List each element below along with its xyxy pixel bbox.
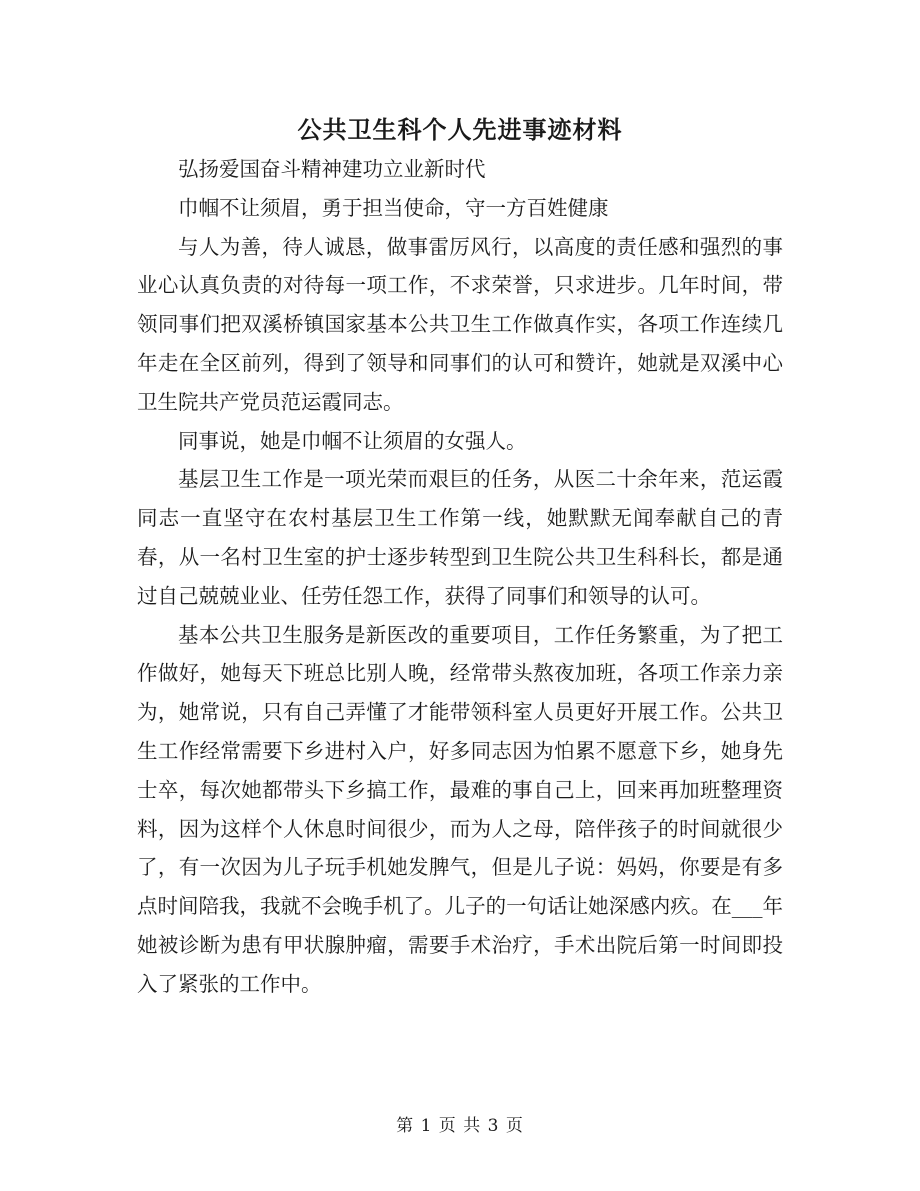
paragraph-public-health-work: 基本公共卫生服务是新医改的重要项目，工作任务繁重，为了把工作做好，她每天下班总比别人晚，经常带头熬夜加班，各项工作亲力亲为，她常说，只有自己弄懂了才能带领科室人员更好开展工作。公共卫生工作经常需要下乡进村入户，好多同志因为怕累不愿意下乡，她身先士卒，每次她都带头下乡搞工作，最难的事自己上，回来再加班整理资料，因为这样个人休息时间很少，而为人之母，陪伴孩子的时间就很少了，有一次因为儿子玩手机她发脾气，但是儿子说：妈妈，你要是有多点时间陪我，我就不会晚手机了。儿子的一句话让她深感内疚。在___年她被诊断为患有甲状腺肿瘤，需要手术治疗，手术出院后第一时间即投入了紧张的工作中。 (137, 622, 783, 996)
document-title: 公共卫生科个人先进事迹材料 (297, 115, 623, 144)
paragraph-subtitle: 巾帼不让须眉，勇于担当使命，守一方百姓健康 (178, 195, 609, 220)
document-body (137, 150, 783, 1004)
paragraph-colleague-quote: 同事说，她是巾帼不让须眉的女强人。 (178, 428, 527, 453)
page-number: 第 1 页 共 3 页 (396, 1116, 524, 1136)
paragraph-career: 基层卫生工作是一项光荣而艰巨的任务，从医二十余年来，范运霞同志一直坚守在农村基层卫生工作第一线，她默默无闻奉献自己的青春，从一名村卫生室的护士逐步转型到卫生院公共卫生科科长，都是通过自己兢兢业业、任劳任怨工作，获得了同事们和领导的认可。 (137, 467, 783, 608)
paragraph-intro: 与人为善，待人诚恳，做事雷厉风行，以高度的责任感和强烈的事业心认真负责的对待每一项工作，不求荣誉，只求进步。几年时间，带领同事们把双溪桥镇国家基本公共卫生工作做真作实，各项工作连续几年走在全区前列，得到了领导和同事们的认可和赞许，她就是双溪中心卫生院共产党员范运霞同志。 (137, 234, 783, 414)
paragraph-slogan: 弘扬爱国奋斗精神建功立业新时代 (178, 157, 486, 181)
